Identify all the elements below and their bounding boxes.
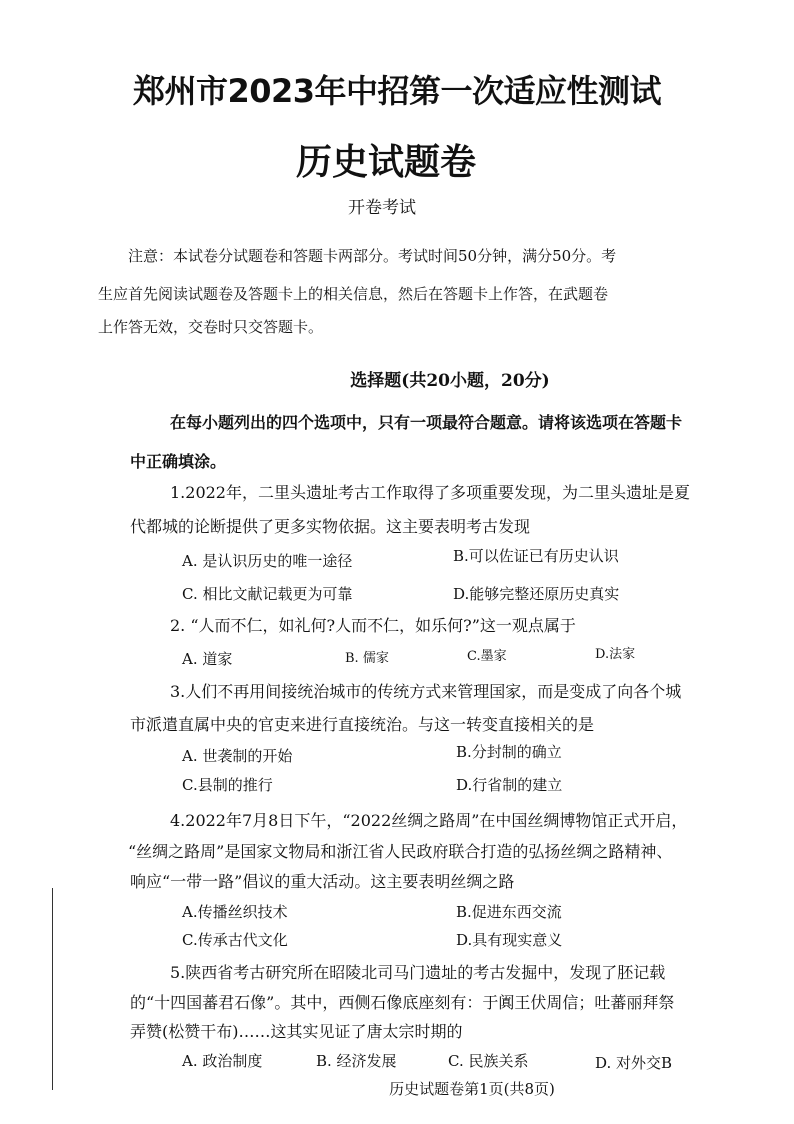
notice-line: 注意：本试卷分试题卷和答题卡两部分。考试时间50分钟，满分50分。考 [128, 247, 617, 265]
question-1-option-d: D.能够完整还原历史真实 [453, 585, 620, 603]
paper-title: 历史试题卷 [295, 142, 476, 183]
exam-title: 郑州市2023年中招第一次适应性测试 [132, 72, 662, 110]
question-1-option-b: B.可以佐证已有历史认识 [453, 547, 619, 565]
question-3-option-d: D.行省制的建立 [456, 776, 563, 794]
question-5-option-a: A. 政治制度 [182, 1052, 263, 1070]
question-3-option-a: A. 世袭制的开始 [182, 747, 293, 765]
question-3-option-c: C.县制的推行 [182, 776, 273, 794]
question-2-text: 2. “人而不仁，如礼何?人而不仁，如乐何?”这一观点属于 [170, 616, 576, 635]
question-4-text: “丝绸之路周”是国家文物局和浙江省人民政府联合打造的弘扬丝绸之路精神、 [128, 842, 673, 861]
question-5-option-b: B. 经济发展 [316, 1052, 397, 1070]
question-5-text: 弄赞(松赞干布)……这其实见证了唐太宗时期的 [130, 1022, 463, 1041]
notice-line: 上作答无效，交卷时只交答题卡。 [98, 318, 324, 336]
question-4-option-d: D.具有现实意义 [456, 931, 563, 949]
page-footer: 历史试题卷第1页(共8页) [389, 1080, 555, 1098]
instruction-line: 在每小题列出的四个选项中，只有一项最符合题意。请将该选项在答题卡 [170, 413, 683, 432]
question-1-text: 代都城的论断提供了更多实物依据。这主要表明考古发现 [130, 517, 531, 536]
question-1-text: 1.2022年，二里头遗址考古工作取得了多项重要发现，为二里头遗址是夏 [170, 483, 690, 502]
question-5-option-c: C. 民族关系 [448, 1052, 529, 1070]
question-5-text: 的“十四国蕃君石像”。其中，西侧石像底座刻有：于阗王伏周信；吐蕃丽拜祭 [130, 993, 675, 1012]
question-2-option-b: B. 儒家 [345, 651, 389, 666]
question-3-text: 市派遣直属中央的官吏来进行直接统治。与这一转变直接相关的是 [130, 715, 595, 734]
question-1-option-a: A. 是认识历史的唯一途径 [182, 552, 353, 570]
question-4-option-a: A.传播丝织技术 [182, 903, 288, 921]
question-5-text: 5.陕西省考古研究所在昭陵北司马门遗址的考古发掘中，发现了胚记载 [170, 963, 666, 982]
question-4-option-b: B.促进东西交流 [456, 903, 562, 921]
question-4-text: 响应“一带一路”倡议的重大活动。这主要表明丝绸之路 [130, 872, 515, 891]
question-2-option-d: D.法家 [595, 647, 636, 662]
question-4-text: 4.2022年7月8日下午，“2022丝绸之路周”在中国丝绸博物馆正式开启， [170, 811, 688, 830]
instruction-line: 中正确填涂。 [130, 452, 227, 471]
exam-type: 开卷考试 [348, 198, 416, 218]
question-3-option-b: B.分封制的确立 [456, 743, 562, 761]
binding-margin-line [52, 888, 53, 1090]
question-3-text: 3.人们不再用间接统治城市的传统方式来管理国家，而是变成了向各个城 [170, 682, 682, 701]
question-2-option-c: C.墨家 [467, 649, 507, 664]
notice-line: 生应首先阅读试题卷及答题卡上的相关信息，然后在答题卡上作答，在武题卷 [98, 285, 609, 303]
question-2-option-a: A. 道家 [182, 650, 233, 668]
section-title: 选择题(共20小题，20分) [350, 371, 550, 391]
question-1-option-c: C. 相比文献记载更为可靠 [182, 585, 353, 603]
question-4-option-c: C.传承古代文化 [182, 931, 288, 949]
question-5-option-d: D. 对外交B [595, 1054, 673, 1072]
